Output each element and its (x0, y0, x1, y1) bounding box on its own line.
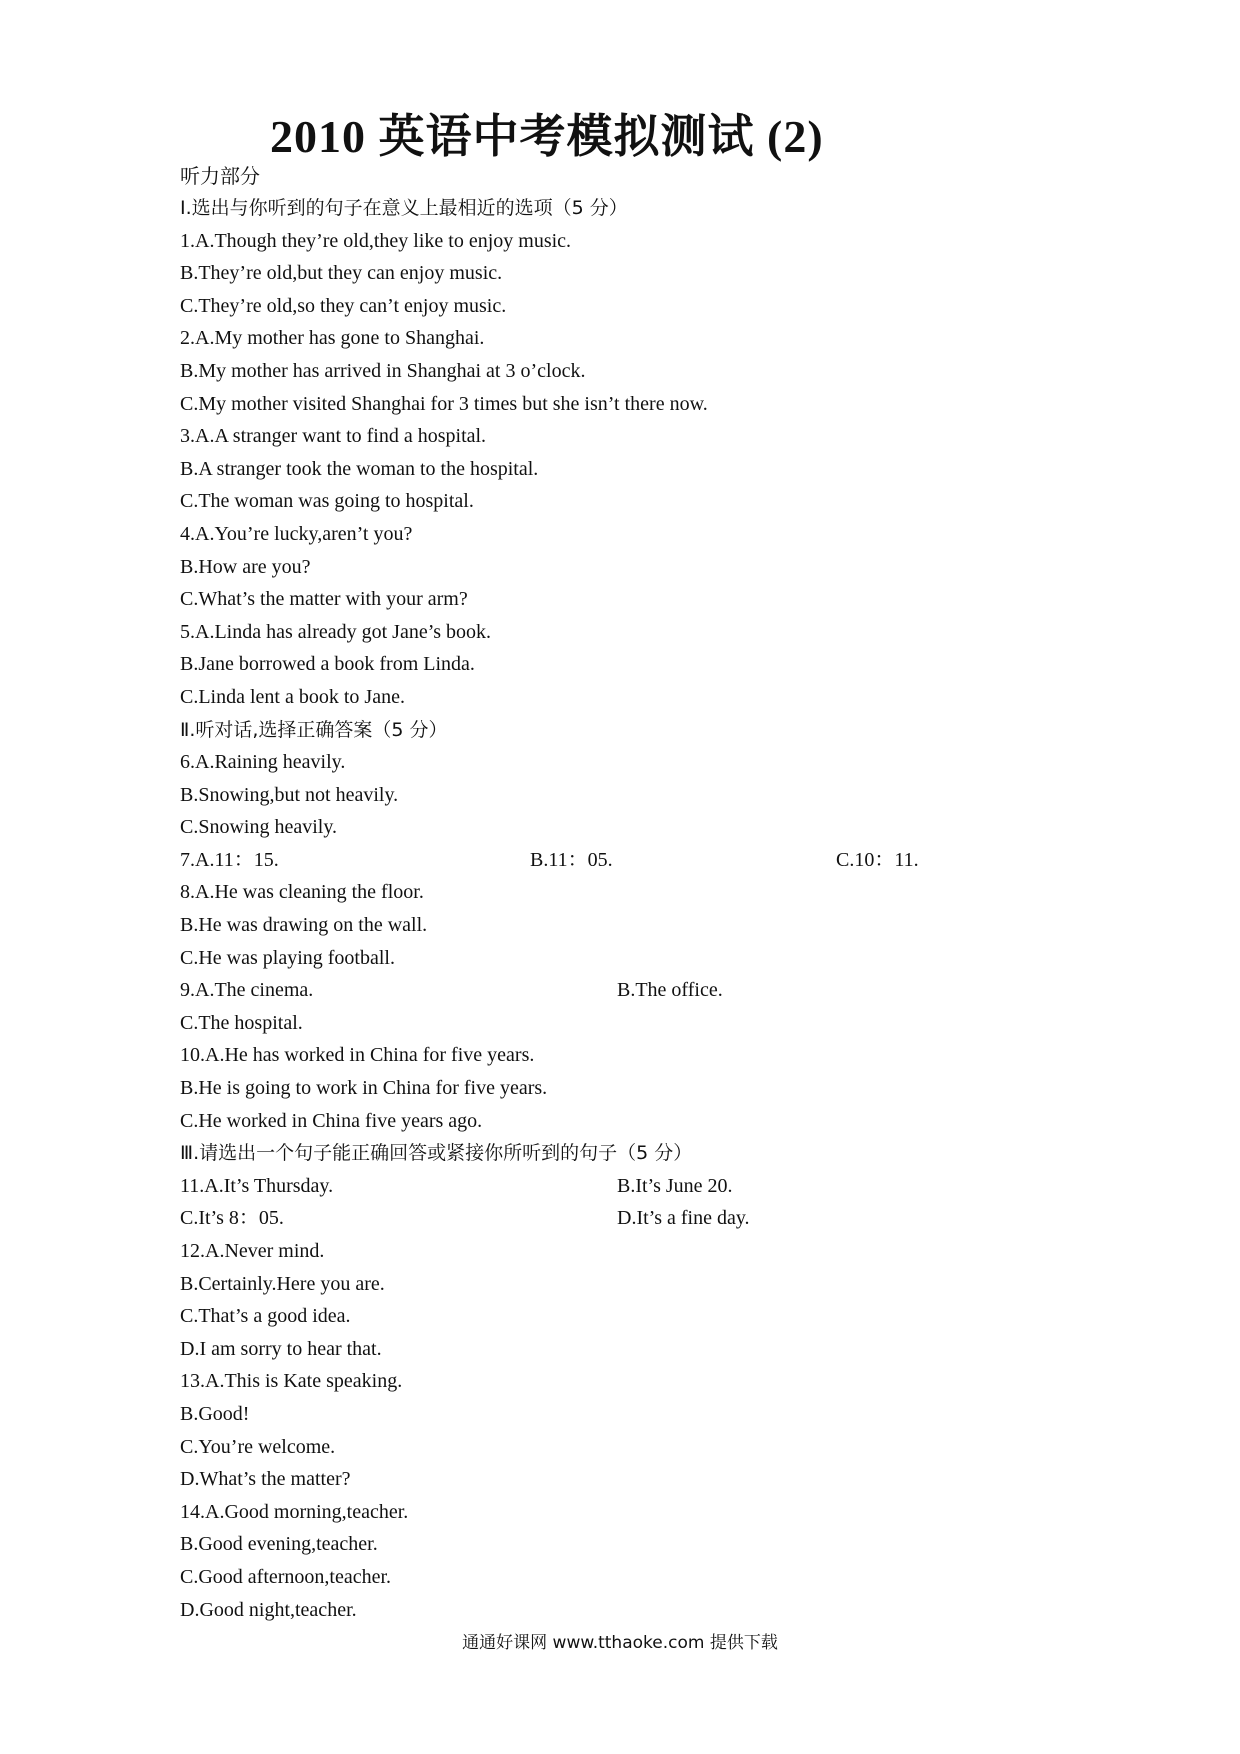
question-list (180, 192, 1080, 1626)
line-text: C.Snowing heavily. (180, 816, 338, 839)
line-text: 7.A.11：15. (180, 848, 279, 871)
question-line (180, 420, 1080, 453)
line-text: B.Good evening,teacher. (180, 1533, 378, 1556)
line-text: Ⅲ.请选出一个句子能正确回答或紧接你所听到的句子（5 分） (180, 1142, 693, 1165)
question-line (180, 974, 1080, 1007)
line-text: 1.A.Though they’re old,they like to enjoy music. (180, 229, 572, 252)
question-line (180, 746, 1080, 779)
section-heading (180, 1137, 1080, 1170)
line-text: C.Linda lent a book to Jane. (180, 685, 405, 708)
question-line (180, 1072, 1080, 1105)
line-text: B.How are you? (180, 555, 311, 578)
section-label: 听力部分 (180, 164, 260, 188)
line-text: Ⅰ.选出与你听到的句子在意义上最相近的选项（5 分） (180, 197, 628, 219)
question-line (180, 1365, 1080, 1398)
question-line (180, 518, 1080, 551)
question-line (180, 1594, 1080, 1627)
line-text: C.It’s 8：05. (180, 1207, 284, 1230)
page-footer: 通通好课网 www.tthaoke.com 提供下载 (462, 1633, 778, 1653)
question-line (180, 648, 1080, 681)
line-text: B.He was drawing on the wall. (180, 914, 428, 937)
line-text: 8.A.He was cleaning the floor. (180, 881, 424, 904)
line-text: D.Good night,teacher. (180, 1598, 357, 1621)
line-text: 3.A.A stranger want to find a hospital. (180, 425, 487, 448)
line-text-option: D.It’s a fine day. (617, 1207, 750, 1230)
line-text: C.The hospital. (180, 1011, 303, 1034)
line-text-option: B.11：05. (530, 848, 613, 871)
question-line (180, 225, 1080, 258)
line-text-option: B.The office. (617, 979, 723, 1002)
question-line (180, 681, 1080, 714)
line-text-option: C.10：11. (836, 848, 919, 871)
question-line (180, 1561, 1080, 1594)
line-text: 10.A.He has worked in China for five years. (180, 1044, 535, 1067)
line-text: 9.A.The cinema. (180, 979, 314, 1002)
line-text: B.Jane borrowed a book from Linda. (180, 653, 475, 676)
question-line (180, 844, 1080, 877)
question-line (180, 1268, 1080, 1301)
question-line (180, 1202, 1080, 1235)
section-heading (180, 192, 1080, 225)
line-text: C.They’re old,so they can’t enjoy music. (180, 294, 507, 317)
question-line (180, 1496, 1080, 1529)
page-title: 2010 英语中考模拟测试 (2) (270, 111, 824, 162)
line-text: C.You’re welcome. (180, 1435, 336, 1458)
question-line (180, 1463, 1080, 1496)
question-line (180, 1528, 1080, 1561)
line-text: 11.A.It’s Thursday. (180, 1174, 334, 1197)
line-text: C.That’s a good idea. (180, 1305, 351, 1328)
question-line (180, 1431, 1080, 1464)
line-text: 14.A.Good morning,teacher. (180, 1500, 409, 1523)
line-text: D.What’s the matter? (180, 1468, 351, 1491)
question-line (180, 1398, 1080, 1431)
question-line (180, 1333, 1080, 1366)
question-line (180, 290, 1080, 323)
question-line (180, 1300, 1080, 1333)
question-line (180, 779, 1080, 812)
line-text: B.My mother has arrived in Shanghai at 3 o’clock. (180, 359, 586, 382)
line-text: 12.A.Never mind. (180, 1240, 325, 1262)
line-text: D.I am sorry to hear that. (180, 1337, 382, 1360)
line-text: Ⅱ.听对话,选择正确答案（5 分） (180, 718, 448, 741)
question-line (180, 1170, 1080, 1203)
question-line (180, 485, 1080, 518)
line-text: B.A stranger took the woman to the hospital. (180, 457, 539, 480)
line-text: C.Good afternoon,teacher. (180, 1565, 392, 1588)
question-line (180, 1007, 1080, 1040)
line-text: 5.A.Linda has already got Jane’s book. (180, 620, 492, 643)
question-line (180, 1235, 1080, 1268)
question-line (180, 1039, 1080, 1072)
question-line (180, 876, 1080, 909)
question-line (180, 909, 1080, 942)
line-text: 2.A.My mother has gone to Shanghai. (180, 327, 485, 350)
question-line (180, 453, 1080, 486)
question-line (180, 942, 1080, 975)
question-line (180, 551, 1080, 584)
line-text: C.What’s the matter with your arm? (180, 588, 468, 611)
question-line (180, 257, 1080, 290)
line-text: C.The woman was going to hospital. (180, 490, 474, 513)
question-line (180, 322, 1080, 355)
line-text: 6.A.Raining heavily. (180, 751, 346, 774)
line-text: B.Good! (180, 1402, 250, 1425)
line-text: C.My mother visited Shanghai for 3 times but she isn’t there now. (180, 392, 708, 415)
line-text: 4.A.You’re lucky,aren’t you? (180, 522, 413, 545)
line-text: B.He is going to work in China for five years. (180, 1077, 548, 1100)
question-line (180, 583, 1080, 616)
question-line (180, 388, 1080, 421)
question-line (180, 355, 1080, 388)
line-text: B.Certainly.Here you are. (180, 1272, 385, 1295)
section-heading (180, 714, 1080, 747)
line-text: C.He worked in China five years ago. (180, 1109, 483, 1132)
question-line (180, 1105, 1080, 1138)
line-text: 13.A.This is Kate speaking. (180, 1370, 403, 1393)
line-text: B.They’re old,but they can enjoy music. (180, 262, 503, 285)
question-line (180, 811, 1080, 844)
question-line (180, 616, 1080, 649)
line-text-option: B.It’s June 20. (617, 1174, 733, 1197)
line-text: B.Snowing,but not heavily. (180, 783, 399, 806)
line-text: C.He was playing football. (180, 946, 395, 969)
